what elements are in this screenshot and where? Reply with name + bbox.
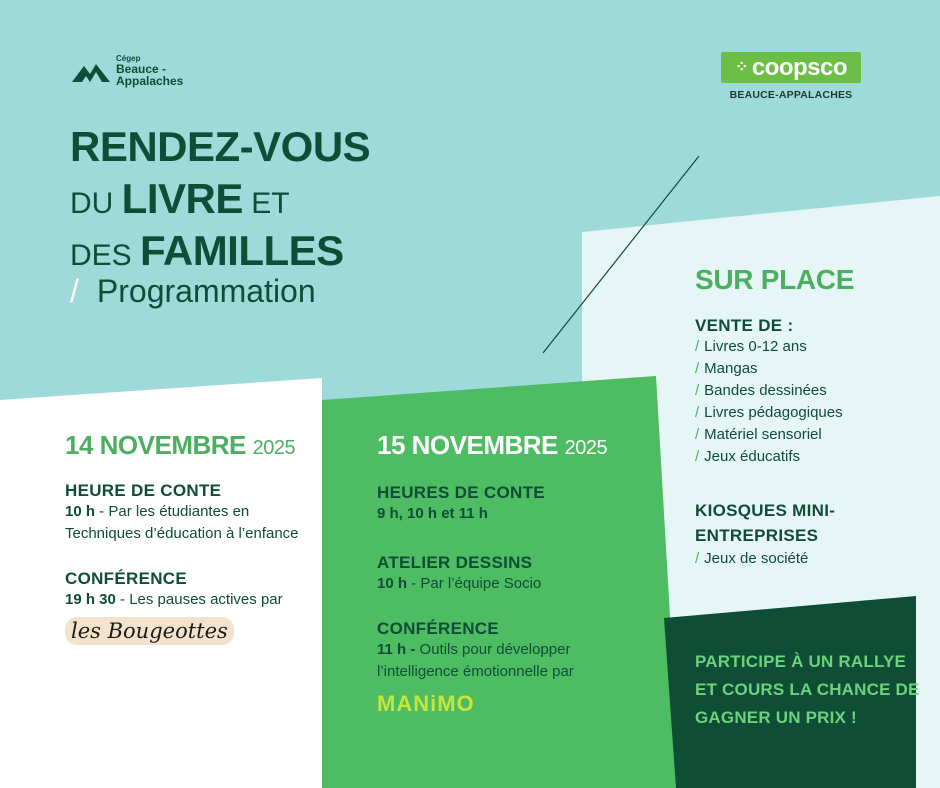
day1-time-1: 10 h bbox=[65, 503, 96, 520]
list-item: / Livres 0-12 ans bbox=[695, 338, 807, 355]
day2-text-2: - Par l’équipe Socio bbox=[407, 575, 542, 592]
list-item: / Mangas bbox=[695, 360, 758, 377]
list-item: / Jeux de société bbox=[695, 550, 809, 567]
surplace-section bbox=[695, 264, 915, 570]
cegep-name-1: Beauce - bbox=[116, 62, 167, 76]
coopsco-logo bbox=[721, 52, 861, 101]
list-item: / Livres pédagogiques bbox=[695, 404, 843, 421]
day1-text-1: - Par les étudiantes en Techniques d’éducation à l’enfance bbox=[65, 503, 299, 542]
day2-time-2: 10 h bbox=[377, 575, 408, 592]
day2-date: 15 NOVEMBRE bbox=[377, 430, 558, 460]
kiosques-heading: KIOSQUES MINI-ENTREPRISES bbox=[695, 501, 836, 545]
day2-time-3: 11 h - bbox=[377, 641, 420, 658]
day1-year: 2025 bbox=[252, 437, 296, 459]
subtitle-text: Programmation bbox=[96, 273, 316, 309]
list-item: / Bandes dessinées bbox=[695, 382, 827, 399]
manimo-logo: MANiMO bbox=[377, 691, 475, 716]
page-title bbox=[70, 122, 370, 278]
day2-heading-1: HEURES DE CONTE bbox=[377, 483, 545, 502]
cegep-name-2: Appalaches bbox=[116, 74, 184, 88]
title-line-1: RENDEZ-VOUS bbox=[70, 123, 371, 170]
day1-heading-1: HEURE DE CONTE bbox=[65, 481, 222, 500]
coopsco-region: BEAUCE-APPALACHES bbox=[729, 89, 853, 101]
cegep-logo bbox=[72, 54, 183, 87]
mountain-icon bbox=[72, 58, 110, 84]
day2-year: 2025 bbox=[564, 437, 608, 459]
list-item: / Matériel sensoriel bbox=[695, 426, 822, 443]
title-du: DU bbox=[70, 187, 122, 220]
day2-section bbox=[377, 430, 637, 717]
day2-heading-2: ATELIER DESSINS bbox=[377, 553, 533, 572]
day1-text-2: - Les pauses actives par bbox=[115, 591, 283, 608]
surplace-title: SUR PLACE bbox=[695, 264, 855, 295]
day2-time-1: 9 h, 10 h et 11 h bbox=[377, 505, 488, 522]
title-familles: FAMILLES bbox=[140, 227, 344, 274]
rallye-text: PARTICIPE À UN RALLYE ET COURS LA CHANCE DE GAGNER UN PRIX ! bbox=[695, 652, 920, 727]
list-item: / Jeux éducatifs bbox=[695, 448, 801, 465]
title-livre: LIVRE bbox=[121, 175, 243, 222]
title-des: DES bbox=[70, 239, 141, 272]
vente-heading: VENTE DE : bbox=[695, 316, 794, 335]
day2-heading-3: CONFÉRENCE bbox=[377, 619, 500, 638]
subtitle-slash: / bbox=[70, 273, 79, 309]
coopsco-brand: coopsco bbox=[751, 54, 848, 81]
day1-heading-2: CONFÉRENCE bbox=[65, 569, 188, 588]
day2-text-3: Outils pour développer l’intelligence émotionnelle par bbox=[377, 641, 574, 680]
day1-section bbox=[65, 430, 320, 645]
coopsco-dots-icon: ⁘ bbox=[734, 59, 752, 76]
cegep-label: Cégep bbox=[116, 54, 141, 63]
title-et: ET bbox=[242, 187, 290, 220]
subtitle bbox=[70, 273, 316, 310]
bougeottes-logo: les Bougeottes bbox=[65, 617, 234, 645]
day1-date: 14 NOVEMBRE bbox=[65, 430, 246, 460]
day1-time-2: 19 h 30 bbox=[65, 591, 116, 608]
